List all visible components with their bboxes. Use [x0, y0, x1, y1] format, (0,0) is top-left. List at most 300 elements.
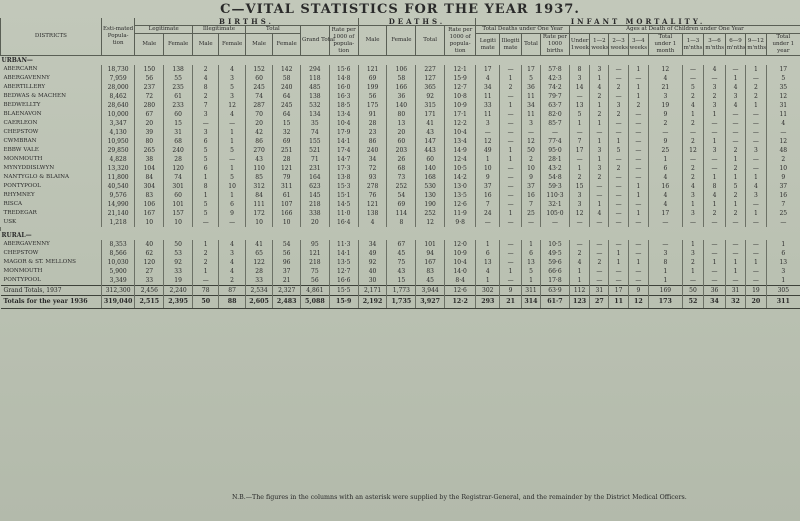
table-title: C—VITAL STATISTICS FOR THE YEAR 1937. — [220, 2, 580, 17]
table-cell: 4 — [704, 191, 726, 200]
table-cell: 112 — [569, 286, 589, 296]
table-cell: 171 — [416, 110, 445, 119]
table-cell: 15·9 — [329, 296, 358, 309]
table-cell: 1 — [725, 200, 745, 209]
table-cell: — — [590, 191, 609, 200]
table-cell: 79·7 — [541, 92, 570, 101]
table-cell: 155 — [300, 137, 329, 146]
table-cell: — — [746, 249, 766, 258]
table-cell: 8·4 — [445, 276, 476, 286]
table-cell: 1 — [649, 276, 683, 286]
table-cell: 6 — [193, 137, 219, 146]
table-cell: 93 — [358, 173, 387, 182]
table-row — [1, 155, 800, 164]
table-cell: 287 — [245, 101, 273, 110]
table-cell: 40 — [135, 240, 164, 249]
table-cell: 43 — [387, 267, 416, 276]
table-cell: — — [521, 218, 540, 227]
table-cell: 19 — [746, 286, 766, 296]
table-cell: — — [704, 119, 726, 128]
table-cell: 13·8 — [329, 173, 358, 182]
table-cell: 28 — [245, 267, 273, 276]
district-name: ABERCARN — [3, 66, 38, 72]
table-cell: 6 — [476, 249, 500, 258]
table-cell: — — [500, 128, 522, 137]
table-cell: 75 — [387, 258, 416, 267]
table-cell: 36 — [521, 83, 540, 92]
table-cell: 10·4 — [445, 258, 476, 267]
table-cell: 36 — [704, 286, 726, 296]
table-cell: 4 — [219, 240, 245, 249]
table-cell: — — [500, 164, 522, 173]
table-cell: 12 — [569, 209, 589, 218]
table-cell: 87 — [219, 286, 245, 296]
table-cell: 85·7 — [541, 119, 570, 128]
table-cell: 60 — [164, 110, 193, 119]
table-cell: — — [609, 218, 628, 227]
table-cell: 280 — [135, 101, 164, 110]
table-cell: 2 — [682, 92, 704, 101]
table-cell: 1 — [609, 249, 628, 258]
table-cell: 31 — [164, 128, 193, 137]
table-cell: 16·0 — [329, 83, 358, 92]
table-cell: 5 — [521, 267, 540, 276]
table-cell: 1 — [649, 155, 683, 164]
table-cell: 121 — [273, 164, 301, 173]
table-cell: 1 — [746, 258, 766, 267]
table-cell: 1 — [746, 65, 766, 74]
table-cell: 7 — [569, 137, 589, 146]
table-cell: 3 — [569, 191, 589, 200]
under-1-year-header: Total under 1 year — [766, 34, 800, 56]
table-cell: 11·3 — [329, 240, 358, 249]
table-cell: 17 — [649, 209, 683, 218]
table-cell: 3 — [704, 146, 726, 155]
table-cell: 49 — [476, 146, 500, 155]
table-cell: 1 — [725, 267, 745, 276]
table-cell: 14·5 — [329, 200, 358, 209]
table-cell: 4,861 — [300, 286, 329, 296]
table-cell: 1 — [590, 101, 609, 110]
table-cell: 6 — [649, 164, 683, 173]
table-cell: 1 — [521, 240, 540, 249]
table-cell: — — [746, 128, 766, 137]
table-cell: 8 — [193, 83, 219, 92]
table-cell: 294 — [300, 65, 329, 74]
table-cell: 4,828 — [101, 155, 135, 164]
table-cell: 5 — [193, 209, 219, 218]
table-cell: — — [628, 128, 648, 137]
table-cell: 5 — [193, 200, 219, 209]
table-cell: 6 — [219, 200, 245, 209]
table-cell: 251 — [273, 146, 301, 155]
table-cell: — — [609, 65, 628, 74]
table-cell: 21,140 — [101, 209, 135, 218]
table-cell: 2,327 — [273, 286, 301, 296]
table-cell: 3 — [649, 92, 683, 101]
table-cell: 60 — [387, 137, 416, 146]
table-cell: 240 — [358, 146, 387, 155]
table-cell: — — [746, 74, 766, 83]
table-cell: 56 — [273, 249, 301, 258]
table-cell: 71 — [300, 155, 329, 164]
table-cell: 28 — [273, 155, 301, 164]
table-cell: 311 — [521, 286, 540, 296]
table-cell: 5,088 — [300, 296, 329, 309]
table-cell: 305 — [766, 286, 800, 296]
table-cell: 76 — [358, 191, 387, 200]
table-cell: 32 — [725, 296, 745, 309]
table-cell: 7 — [766, 200, 800, 209]
table-cell: 56 — [358, 92, 387, 101]
table-cell: 2 — [569, 173, 589, 182]
table-cell: 2,456 — [135, 286, 164, 296]
table-cell: — — [609, 182, 628, 191]
table-cell: 96 — [273, 258, 301, 267]
table-cell: 3,927 — [416, 296, 445, 309]
table-cell: 4 — [193, 74, 219, 83]
table-cell: 86 — [358, 137, 387, 146]
table-cell: 5 — [609, 146, 628, 155]
table-cell: — — [628, 267, 648, 276]
table-cell: 91 — [358, 110, 387, 119]
table-cell: 1,218 — [101, 218, 135, 227]
district-name: ABERGAVENNY — [3, 75, 50, 81]
table-cell: 167 — [135, 209, 164, 218]
table-cell: — — [193, 119, 219, 128]
table-cell: — — [746, 218, 766, 227]
table-cell: 9 — [649, 110, 683, 119]
table-cell: 5 — [766, 74, 800, 83]
table-cell: 10 — [273, 218, 301, 227]
table-cell: 3 — [569, 200, 589, 209]
table-cell: 240 — [164, 146, 193, 155]
table-cell: 67 — [387, 240, 416, 249]
table-cell: 33 — [164, 267, 193, 276]
table-cell: 5 — [725, 182, 745, 191]
1-2-weeks-header: 1—2 weeks — [590, 34, 609, 56]
table-cell: 1,773 — [387, 286, 416, 296]
table-cell: 3 — [590, 146, 609, 155]
district-name: CHEPSTOW — [3, 250, 39, 256]
table-cell: 65 — [245, 249, 273, 258]
table-cell: 13 — [521, 258, 540, 267]
table-cell: 75 — [300, 267, 329, 276]
table-cell: — — [476, 218, 500, 227]
table-cell: 17 — [476, 65, 500, 74]
table-cell: 21 — [273, 276, 301, 286]
table-cell: 5,900 — [101, 267, 135, 276]
table-row — [1, 209, 800, 218]
table-cell: — — [628, 173, 648, 182]
table-cell: 3 — [682, 209, 704, 218]
table-cell: 36 — [387, 92, 416, 101]
table-cell: 10 — [219, 182, 245, 191]
table-cell: 231 — [300, 164, 329, 173]
table-cell: 1 — [704, 200, 726, 209]
table-cell: 9 — [766, 173, 800, 182]
table-cell: — — [609, 74, 628, 83]
table-cell: 3 — [219, 92, 245, 101]
table-cell: 41 — [416, 119, 445, 128]
table-cell: 4 — [725, 101, 745, 110]
district-name: PONTYPOOL — [3, 183, 41, 189]
table-row — [1, 218, 800, 227]
table-cell: — — [725, 218, 745, 227]
district-name: BEDWAS & MACHEN — [3, 93, 66, 99]
table-cell: — — [609, 267, 628, 276]
table-cell: — — [569, 128, 589, 137]
table-cell: 3,347 — [101, 119, 135, 128]
table-cell: 3 — [219, 249, 245, 258]
table-cell: 24 — [476, 209, 500, 218]
table-cell: — — [746, 110, 766, 119]
table-cell: 2 — [725, 164, 745, 173]
table-cell: 1 — [628, 209, 648, 218]
table-cell: 3 — [476, 119, 500, 128]
section-label: URBAN— — [1, 57, 33, 64]
gt — [1, 286, 800, 296]
table-cell: 13·5 — [329, 258, 358, 267]
table-cell: — — [609, 155, 628, 164]
table-cell: — — [500, 240, 522, 249]
table-cell: — — [609, 276, 628, 286]
table-cell: 1 — [590, 74, 609, 83]
table-cell: 166 — [387, 83, 416, 92]
table-cell: 17 — [521, 65, 540, 74]
table-cell: — — [569, 240, 589, 249]
table-cell: 3 — [682, 249, 704, 258]
table-cell: 1 — [476, 276, 500, 286]
table-cell: 92 — [164, 258, 193, 267]
table-cell: 12 — [649, 65, 683, 74]
table-cell: 72 — [135, 92, 164, 101]
table-cell: 123 — [569, 296, 589, 309]
table-cell: 2 — [609, 110, 628, 119]
table-cell: 95 — [300, 240, 329, 249]
table-cell: 4 — [476, 74, 500, 83]
table-cell: 1 — [590, 137, 609, 146]
table-cell: 31 — [590, 286, 609, 296]
district-name: ABERGAVENNY — [3, 241, 50, 247]
table-cell: — — [609, 119, 628, 128]
table-cell: 14·1 — [329, 249, 358, 258]
table-cell: 35 — [300, 119, 329, 128]
table-cell: 4 — [649, 173, 683, 182]
table-cell: 77·4 — [541, 137, 570, 146]
table-cell: 4 — [725, 83, 745, 92]
table-cell: 2 — [219, 276, 245, 286]
table-cell: 30 — [358, 276, 387, 286]
table-cell: 10·5 — [445, 164, 476, 173]
table-cell: — — [628, 155, 648, 164]
table-row — [1, 119, 800, 128]
table-cell: 218 — [300, 200, 329, 209]
table-cell: 12 — [766, 137, 800, 146]
table-cell: 9 — [521, 173, 540, 182]
table-cell: — — [628, 200, 648, 209]
table-cell: — — [649, 218, 683, 227]
table-cell: 11·9 — [445, 209, 476, 218]
table-cell: 130 — [416, 191, 445, 200]
table-cell: 16·6 — [329, 276, 358, 286]
table-cell: — — [193, 218, 219, 227]
table-cell: 79 — [273, 173, 301, 182]
table-cell: — — [628, 276, 648, 286]
table-cell: 37 — [476, 182, 500, 191]
births-total-header: Total — [245, 26, 300, 34]
table-cell: — — [649, 128, 683, 137]
table-cell: 43 — [245, 155, 273, 164]
table-cell: 301 — [164, 182, 193, 191]
table-cell: 13 — [569, 101, 589, 110]
table-cell: 1 — [609, 258, 628, 267]
table-cell: — — [590, 276, 609, 286]
table-cell: 40,540 — [101, 182, 135, 191]
table-cell: — — [569, 92, 589, 101]
table-cell: 623 — [300, 182, 329, 191]
table-cell: — — [628, 218, 648, 227]
table-cell: 2 — [682, 137, 704, 146]
table-cell: 114 — [387, 209, 416, 218]
illegit-female-header: Female — [219, 34, 245, 56]
table-cell: 4 — [649, 191, 683, 200]
table-cell: — — [500, 92, 522, 101]
table-cell: 1 — [476, 240, 500, 249]
table-cell: 2,395 — [164, 296, 193, 309]
table-cell: 4 — [219, 65, 245, 74]
table-cell: 11,800 — [101, 173, 135, 182]
table-cell: — — [725, 119, 745, 128]
table-cell: 11 — [476, 92, 500, 101]
3-4-weeks-header: 3—4 weeks — [628, 34, 648, 56]
table-cell: 6 — [766, 249, 800, 258]
table-cell: 2 — [704, 92, 726, 101]
under-1-month-header: Total under 1 month — [649, 34, 683, 56]
table-cell: 175 — [358, 101, 387, 110]
table-cell: 12·6 — [445, 200, 476, 209]
table-row — [1, 240, 800, 249]
table-cell: 68 — [387, 164, 416, 173]
table-cell: 69 — [387, 200, 416, 209]
table-cell: 67 — [135, 110, 164, 119]
table-cell: — — [609, 128, 628, 137]
table-cell: 53 — [164, 249, 193, 258]
table-cell: 1 — [590, 155, 609, 164]
table-cell: — — [628, 110, 648, 119]
table-cell: 28,640 — [101, 101, 135, 110]
table-cell: 7 — [476, 200, 500, 209]
table-cell: 12·4 — [445, 155, 476, 164]
table-cell: 63·9 — [541, 286, 570, 296]
table-cell: 3 — [725, 92, 745, 101]
district-name: Grand Totals, 1937 — [1, 286, 102, 296]
table-cell: 11·0 — [329, 209, 358, 218]
table-cell: 4 — [219, 267, 245, 276]
table-cell: 7,959 — [101, 74, 135, 83]
table-cell: 365 — [416, 83, 445, 92]
table-row — [1, 146, 800, 155]
table-cell: 10 — [164, 218, 193, 227]
table-cell: 147 — [416, 137, 445, 146]
table-cell: 41 — [245, 240, 273, 249]
table-cell: 64 — [273, 110, 301, 119]
table-cell: 1 — [704, 137, 726, 146]
table-cell: 29,850 — [101, 146, 135, 155]
table-body — [1, 56, 800, 309]
table-cell: 6 — [521, 249, 540, 258]
table-cell: 31 — [766, 101, 800, 110]
table-cell: 16 — [521, 191, 540, 200]
deaths-male-header: Male — [358, 26, 387, 56]
table-cell: 2,171 — [358, 286, 387, 296]
table-cell: 6 — [193, 164, 219, 173]
table-row — [1, 128, 800, 137]
table-cell: — — [746, 155, 766, 164]
table-cell: 86 — [245, 137, 273, 146]
table-cell: 278 — [358, 182, 387, 191]
im-illegit-header: Illegiti mate — [500, 34, 522, 56]
table-cell: — — [590, 182, 609, 191]
table-cell: 74 — [300, 128, 329, 137]
table-cell: 4 — [358, 218, 387, 227]
table-cell: — — [219, 218, 245, 227]
table-cell: — — [500, 65, 522, 74]
section-row — [1, 56, 800, 66]
table-cell: 10 — [521, 164, 540, 173]
table-cell: 74 — [164, 173, 193, 182]
table-cell: 1 — [569, 164, 589, 173]
district-name: PONTYPOOL — [3, 277, 41, 283]
table-cell: — — [569, 155, 589, 164]
table-cell: 2,483 — [273, 296, 301, 309]
table-cell: 39 — [135, 128, 164, 137]
table-cell: 12 — [766, 92, 800, 101]
table-cell: 1 — [725, 173, 745, 182]
table-cell: 10·9 — [445, 101, 476, 110]
table-cell: 10·8 — [445, 92, 476, 101]
table-cell: 173 — [649, 296, 683, 309]
table-cell: 74 — [245, 92, 273, 101]
table-cell: 72 — [358, 164, 387, 173]
table-cell: — — [193, 276, 219, 286]
population-header: Esti-mated Popula-tion — [101, 18, 135, 56]
table-cell: — — [541, 128, 570, 137]
table-cell: — — [725, 128, 745, 137]
table-cell: 13 — [387, 119, 416, 128]
table-cell: 3 — [704, 83, 726, 92]
table-cell: 2 — [766, 155, 800, 164]
table-cell: — — [628, 137, 648, 146]
table-cell: 13·5 — [445, 191, 476, 200]
table-cell: 235 — [164, 83, 193, 92]
table-cell: 17·3 — [329, 164, 358, 173]
table-cell: 13,320 — [101, 164, 135, 173]
table-cell: 101 — [416, 240, 445, 249]
table-cell: — — [569, 218, 589, 227]
table-cell: 3 — [193, 128, 219, 137]
table-cell: 104 — [135, 164, 164, 173]
deaths-female-header: Female — [387, 26, 416, 56]
table-cell: 2 — [500, 83, 522, 92]
table-cell: 28·1 — [541, 155, 570, 164]
table-cell: 17·8 — [541, 276, 570, 286]
table-cell: 2 — [609, 83, 628, 92]
table-cell: 4 — [704, 65, 726, 74]
table-cell: — — [219, 119, 245, 128]
table-cell: 521 — [300, 146, 329, 155]
table-cell: 2,192 — [358, 296, 387, 309]
